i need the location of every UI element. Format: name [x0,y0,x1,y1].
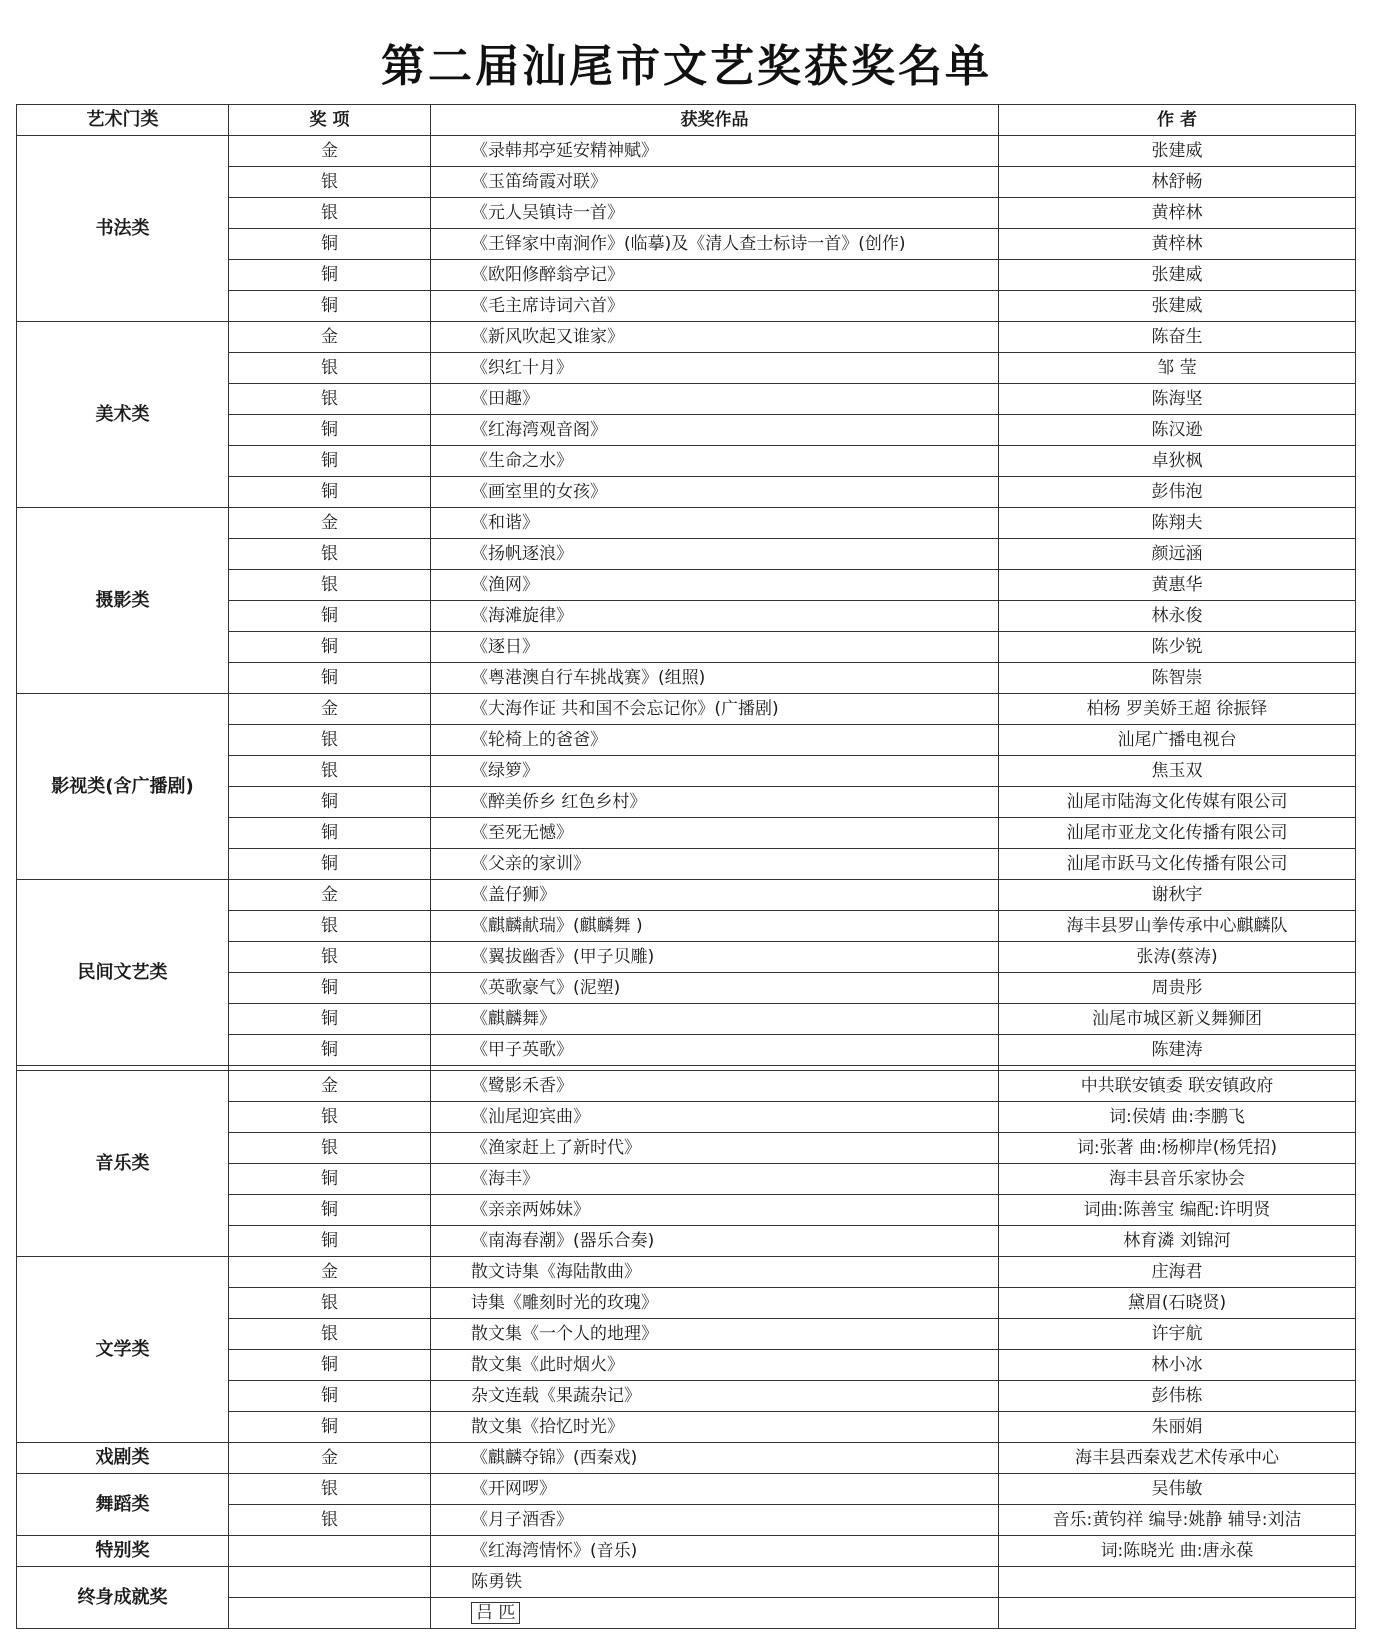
award-cell: 银 [229,384,431,415]
author-cell: 朱丽娟 [999,1412,1356,1443]
work-cell: 《麒麟舞》 [431,1004,999,1035]
author-cell: 词:侯婧 曲:李鹏飞 [999,1102,1356,1133]
work-cell: 《海滩旋律》 [431,601,999,632]
award-cell: 铜 [229,260,431,291]
work-cell: 《麒麟夺锦》(西秦戏) [431,1443,999,1474]
table-row [17,1567,1356,1598]
work-cell: 《红海湾情怀》(音乐) [431,1536,999,1567]
award-cell: 铜 [229,1195,431,1226]
work-cell: 《父亲的家训》 [431,849,999,880]
table-row [17,1474,1356,1505]
author-cell: 词:张著 曲:杨柳岸(杨凭招) [999,1133,1356,1164]
work-cell: 《欧阳修醉翁亭记》 [431,260,999,291]
award-cell: 银 [229,1133,431,1164]
award-cell: 金 [229,508,431,539]
work-cell: 《扬帆逐浪》 [431,539,999,570]
work-cell: 《英歌豪气》(泥塑) [431,973,999,1004]
table-row [17,880,1356,911]
work-cell: 《新风吹起又谁家》 [431,322,999,353]
author-cell: 林育潾 刘锦河 [999,1226,1356,1257]
work-cell: 《亲亲两姊妹》 [431,1195,999,1226]
work-cell: 《翼拔幽香》(甲子贝雕) [431,942,999,973]
work-cell: 《田趣》 [431,384,999,415]
category-cell: 文学类 [17,1257,229,1443]
author-cell: 汕尾市城区新义舞狮团 [999,1004,1356,1035]
author-cell: 陈建涛 [999,1035,1356,1066]
award-cell: 铜 [229,818,431,849]
table-row [17,322,1356,353]
author-cell: 许宇航 [999,1319,1356,1350]
author-cell: 林小冰 [999,1350,1356,1381]
award-cell: 银 [229,1102,431,1133]
author-cell: 陈智崇 [999,663,1356,694]
work-cell: 《画室里的女孩》 [431,477,999,508]
award-cell: 银 [229,725,431,756]
author-cell: 词曲:陈善宝 编配:许明贤 [999,1195,1356,1226]
category-cell: 戏剧类 [17,1443,229,1474]
table-row [17,694,1356,725]
work-cell: 《红海湾观音阁》 [431,415,999,446]
work-cell: 《鹭影禾香》 [431,1071,999,1102]
award-cell [229,1567,431,1598]
author-cell: 汕尾市亚龙文化传播有限公司 [999,818,1356,849]
author-cell: 吴伟敏 [999,1474,1356,1505]
award-cell: 金 [229,880,431,911]
work-cell: 《生命之水》 [431,446,999,477]
award-cell: 金 [229,1443,431,1474]
category-cell: 终身成就奖 [17,1567,229,1629]
table-row [17,1443,1356,1474]
work-cell: 诗集《雕刻时光的玫瑰》 [431,1288,999,1319]
author-cell: 陈翔夫 [999,508,1356,539]
award-cell: 铜 [229,229,431,260]
author-cell: 词:陈晓光 曲:唐永葆 [999,1536,1356,1567]
author-cell: 汕尾市陆海文化传媒有限公司 [999,787,1356,818]
author-cell: 周贵彤 [999,973,1356,1004]
award-cell: 银 [229,1505,431,1536]
award-cell: 银 [229,353,431,384]
work-cell: 《逐日》 [431,632,999,663]
award-cell: 金 [229,1257,431,1288]
category-cell: 民间文艺类 [17,880,229,1066]
work-cell: 《至死无憾》 [431,818,999,849]
boxed-name: 吕 匹 [471,1602,520,1624]
work-cell: 《麒麟献瑞》(麒麟舞 ) [431,911,999,942]
author-cell: 焦玉双 [999,756,1356,787]
award-cell: 铜 [229,632,431,663]
category-cell: 摄影类 [17,508,229,694]
author-cell: 邹 莹 [999,353,1356,384]
award-cell [229,1536,431,1567]
work-cell: 散文集《一个人的地理》 [431,1319,999,1350]
author-cell: 彭伟泡 [999,477,1356,508]
work-cell: 杂文连载《果蔬杂记》 [431,1381,999,1412]
header-author: 作 者 [999,105,1356,136]
author-cell: 汕尾市跃马文化传播有限公司 [999,849,1356,880]
work-cell: 《和谐》 [431,508,999,539]
table-row [17,1071,1356,1102]
author-cell: 谢秋宇 [999,880,1356,911]
award-cell: 铜 [229,1004,431,1035]
work-cell: 散文诗集《海陆散曲》 [431,1257,999,1288]
author-cell: 汕尾广播电视台 [999,725,1356,756]
author-cell: 张建威 [999,260,1356,291]
work-cell: 《渔网》 [431,570,999,601]
award-cell: 银 [229,1288,431,1319]
category-cell: 美术类 [17,322,229,508]
award-cell: 金 [229,322,431,353]
work-cell: 《毛主席诗词六首》 [431,291,999,322]
award-cell: 铜 [229,1350,431,1381]
work-cell: 《海丰》 [431,1164,999,1195]
author-cell: 张涛(蔡涛) [999,942,1356,973]
award-cell: 铜 [229,1164,431,1195]
header-award: 奖 项 [229,105,431,136]
work-cell: 《粤港澳自行车挑战赛》(组照) [431,663,999,694]
award-cell: 金 [229,694,431,725]
work-cell: 散文集《拾忆时光》 [431,1412,999,1443]
awards-table-body [17,136,1356,1629]
table-row [17,1257,1356,1288]
author-cell: 张建威 [999,136,1356,167]
work-cell: 《轮椅上的爸爸》 [431,725,999,756]
author-cell: 黄惠华 [999,570,1356,601]
award-cell: 铜 [229,477,431,508]
award-cell: 银 [229,911,431,942]
author-cell: 海丰县罗山拳传承中心麒麟队 [999,911,1356,942]
work-cell: 《南海春潮》(器乐合奏) [431,1226,999,1257]
award-cell: 铜 [229,415,431,446]
award-cell: 银 [229,198,431,229]
work-cell: 《玉笛绮霞对联》 [431,167,999,198]
author-cell: 林永俊 [999,601,1356,632]
award-cell: 金 [229,136,431,167]
award-cell: 铜 [229,787,431,818]
author-cell [999,1598,1356,1629]
author-cell: 黄梓林 [999,229,1356,260]
category-cell: 舞蹈类 [17,1474,229,1536]
award-cell: 铜 [229,1226,431,1257]
category-cell: 影视类(含广播剧) [17,694,229,880]
award-cell: 银 [229,1319,431,1350]
award-cell: 铜 [229,1035,431,1066]
work-cell: 《王铎家中南涧作》(临摹)及《清人查士标诗一首》(创作) [431,229,999,260]
award-cell: 银 [229,167,431,198]
table-row [17,136,1356,167]
author-cell: 陈少锐 [999,632,1356,663]
work-cell: 陈勇铁 [431,1567,999,1598]
author-cell: 林舒畅 [999,167,1356,198]
work-cell: 《甲子英歌》 [431,1035,999,1066]
award-cell: 银 [229,570,431,601]
author-cell [999,1567,1356,1598]
work-cell: 《绿箩》 [431,756,999,787]
author-cell: 柏杨 罗美娇王超 徐振铎 [999,694,1356,725]
work-cell: 《开网啰》 [431,1474,999,1505]
work-cell: 《织红十月》 [431,353,999,384]
award-cell: 铜 [229,446,431,477]
category-cell: 音乐类 [17,1071,229,1257]
category-cell: 书法类 [17,136,229,322]
award-cell: 铜 [229,663,431,694]
table-row [17,1536,1356,1567]
work-cell: 《月子酒香》 [431,1505,999,1536]
author-cell: 黄梓林 [999,198,1356,229]
header-row [17,105,1356,136]
author-cell: 彭伟栋 [999,1381,1356,1412]
award-cell: 铜 [229,1412,431,1443]
award-cell: 银 [229,756,431,787]
award-cell: 铜 [229,1381,431,1412]
work-cell: 《渔家赶上了新时代》 [431,1133,999,1164]
work-cell [431,1598,999,1629]
author-cell: 庄海君 [999,1257,1356,1288]
author-cell: 海丰县音乐家协会 [999,1164,1356,1195]
work-cell: 《醉美侨乡 红色乡村》 [431,787,999,818]
category-cell: 特别奖 [17,1536,229,1567]
header-category: 艺术门类 [17,105,229,136]
header-work: 获奖作品 [431,105,999,136]
award-cell: 银 [229,942,431,973]
award-cell: 金 [229,1071,431,1102]
work-cell: 《录韩邦亭延安精神赋》 [431,136,999,167]
award-cell: 铜 [229,849,431,880]
author-cell: 卓狄枫 [999,446,1356,477]
work-cell: 《盖仔狮》 [431,880,999,911]
author-cell: 中共联安镇委 联安镇政府 [999,1071,1356,1102]
table-row [17,508,1356,539]
author-cell: 陈海坚 [999,384,1356,415]
award-cell: 银 [229,539,431,570]
author-cell: 陈奋生 [999,322,1356,353]
work-cell: 《元人吴镇诗一首》 [431,198,999,229]
work-cell: 散文集《此时烟火》 [431,1350,999,1381]
award-cell: 铜 [229,973,431,1004]
author-cell: 黛眉(石晓贤) [999,1288,1356,1319]
award-cell: 铜 [229,291,431,322]
work-cell: 《大海作证 共和国不会忘记你》(广播剧) [431,694,999,725]
author-cell: 陈汉逊 [999,415,1356,446]
author-cell: 音乐:黄钧祥 编导:姚静 辅导:刘洁 [999,1505,1356,1536]
award-cell [229,1598,431,1629]
author-cell: 张建威 [999,291,1356,322]
author-cell: 颜远涵 [999,539,1356,570]
award-cell: 铜 [229,601,431,632]
author-cell: 海丰县西秦戏艺术传承中心 [999,1443,1356,1474]
work-cell: 《汕尾迎宾曲》 [431,1102,999,1133]
award-cell: 银 [229,1474,431,1505]
page-title: 第二届汕尾市文艺奖获奖名单 [381,41,992,92]
awards-table [16,104,1356,1629]
